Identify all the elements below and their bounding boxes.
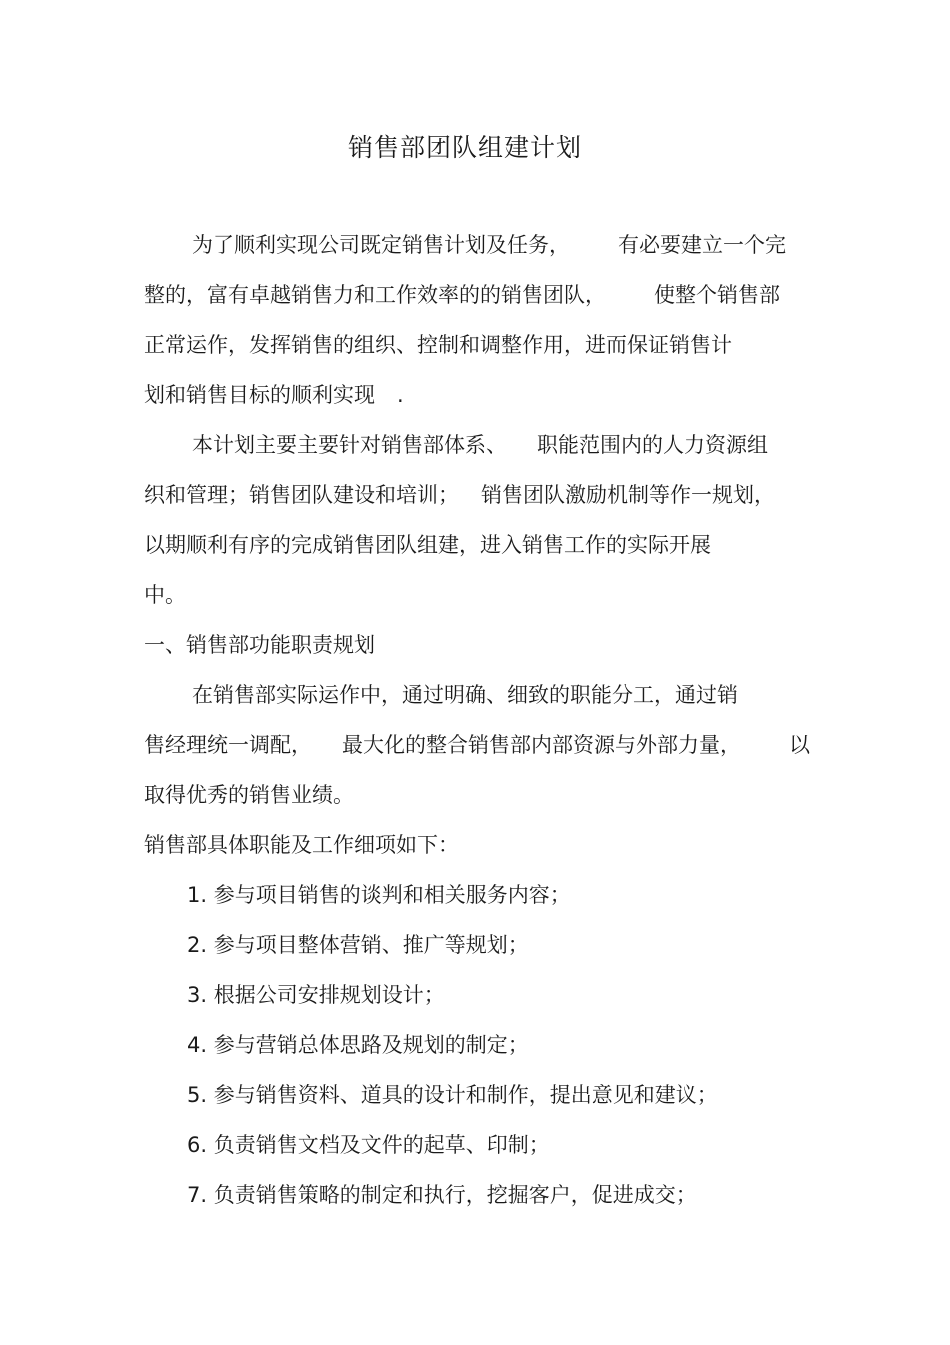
paragraph-1-line-3: 正常运作，发挥销售的组织、控制和调整作用，进而保证销售计: [144, 333, 732, 357]
text-segment: 职能范围内的人力资源组: [537, 433, 768, 457]
text-segment: 有必要建立一个完: [618, 233, 786, 257]
paragraph-1-line-1: [192, 229, 786, 261]
list-item: 6. 负责销售文档及文件的起草、印制；: [187, 1133, 550, 1157]
text-segment: 最大化的整合销售部内部资源与外部力量，: [342, 733, 741, 757]
paragraph-2-line-4: 中。: [144, 583, 186, 607]
duties-intro: 销售部具体职能及工作细项如下：: [144, 833, 459, 857]
list-item: 2. 参与项目整体营销、推广等规划；: [187, 933, 529, 957]
text-segment: 织和管理；销售团队建设和培训；: [144, 483, 459, 507]
paragraph-1-line-4: [144, 379, 404, 411]
text-segment: 划和销售目标的顺利实现: [144, 383, 375, 407]
paragraph-2-line-3: 以期顺利有序的完成销售团队组建，进入销售工作的实际开展: [144, 533, 711, 557]
text-segment: 以: [789, 733, 810, 757]
list-item: 5. 参与销售资料、道具的设计和制作，提出意见和建议；: [187, 1083, 718, 1107]
document-title: 销售部团队组建计划: [347, 133, 582, 162]
paragraph-3-line-1: 在销售部实际运作中，通过明确、细致的职能分工，通过销: [192, 683, 738, 707]
list-item: 1. 参与项目销售的谈判和相关服务内容；: [187, 883, 571, 907]
text-segment: 销售团队激励机制等作一规划，: [481, 483, 775, 507]
paragraph-3-line-3: 取得优秀的销售业绩。: [144, 783, 354, 807]
text-segment: 使整个销售部: [654, 283, 780, 307]
list-item: 3. 根据公司安排规划设计；: [187, 983, 445, 1007]
paragraph-2-line-2: [144, 479, 775, 511]
text-segment: 售经理统一调配，: [144, 733, 312, 757]
text-segment: 为了顺利实现公司既定销售计划及任务，: [192, 233, 570, 257]
paragraph-2-line-1: [192, 429, 768, 461]
paragraph-1-line-2: [144, 279, 780, 311]
list-item: 7. 负责销售策略的制定和执行，挖掘客户，促进成交；: [187, 1183, 697, 1207]
paragraph-3-line-2: [144, 729, 810, 761]
list-item: 4. 参与营销总体思路及规划的制定；: [187, 1033, 529, 1057]
text-segment: .: [397, 383, 404, 407]
text-segment: 本计划主要主要针对销售部体系、: [192, 433, 507, 457]
text-segment: 整的，富有卓越销售力和工作效率的的销售团队，: [144, 283, 606, 307]
section-heading: 一、销售部功能职责规划: [144, 633, 375, 657]
